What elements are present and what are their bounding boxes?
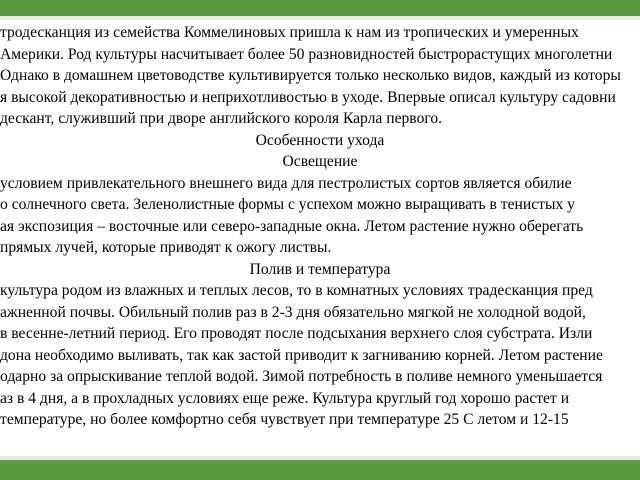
watering-line-5: одарно за опрыскивание теплой водой. Зимой потребность в поливе немного уменьшается [0,368,603,385]
document-body [0,22,640,456]
watering-line-1: культура родом из влажных и теплых лесов, то в комнатных условиях традесканция пред [0,282,593,299]
lighting-line-1: условием привлекательного внешнего вида для пестролистых сортов является обилие [0,174,572,192]
intro-line-3: Однако в домашнем цветоводстве культивируется только несколько видов, каждый из которы [0,67,621,84]
watering-line-7: температуре, но более комфортно себя чувствует при температуре 25 С летом и 12-15 [0,411,569,428]
lighting-line-2: о солнечного света. Зеленолистные формы с успехом можно выращивать в тенистых у [0,196,575,213]
intro-line-2: Америки. Род культуры насчитывает более 50 разновидностей быстрорастущих многолетни [0,45,613,63]
heading-watering: Полив и температура [249,260,391,278]
watering-line-3: в весенне-летний период. Его проводят после подсыхания верхнего слоя субстрата. Изли [0,325,593,342]
watering-line-4: дона необходимо выливать, так как застой приводит к загниванию корней. Летом растение [0,346,603,364]
watering-line-2: ажненной почвы. Обильный полив раз в 2-3 дня обязательно мягкой не холодной водой, [0,303,586,321]
lighting-line-4: прямых лучей, которые приводят к ожогу листвы. [0,239,332,256]
intro-line-4: я высокой декоративностью и неприхотливостью в уходе. Впервые описал культуру садовни [0,88,616,106]
watering-line-6: аз в 4 дня, а в прохладных условиях еще реже. Культура круглый год хорошо растет и [0,389,570,407]
heading-care: Особенности ухода [255,131,385,149]
bottom-accent-bar [0,460,640,480]
lighting-line-3: ая экспозиция – восточные или северо-западные окна. Летом растение нужно оберегать [0,217,584,235]
intro-line-1: тродесканция из семейства Коммелиновых пришла к нам из тропических и умеренных [0,24,579,41]
heading-lighting: Освещение [282,153,358,170]
intro-line-5: дескант, служивший при дворе английского короля Карла первого. [0,110,443,127]
top-accent-bar [0,0,640,16]
top-accent-divider [0,16,640,20]
